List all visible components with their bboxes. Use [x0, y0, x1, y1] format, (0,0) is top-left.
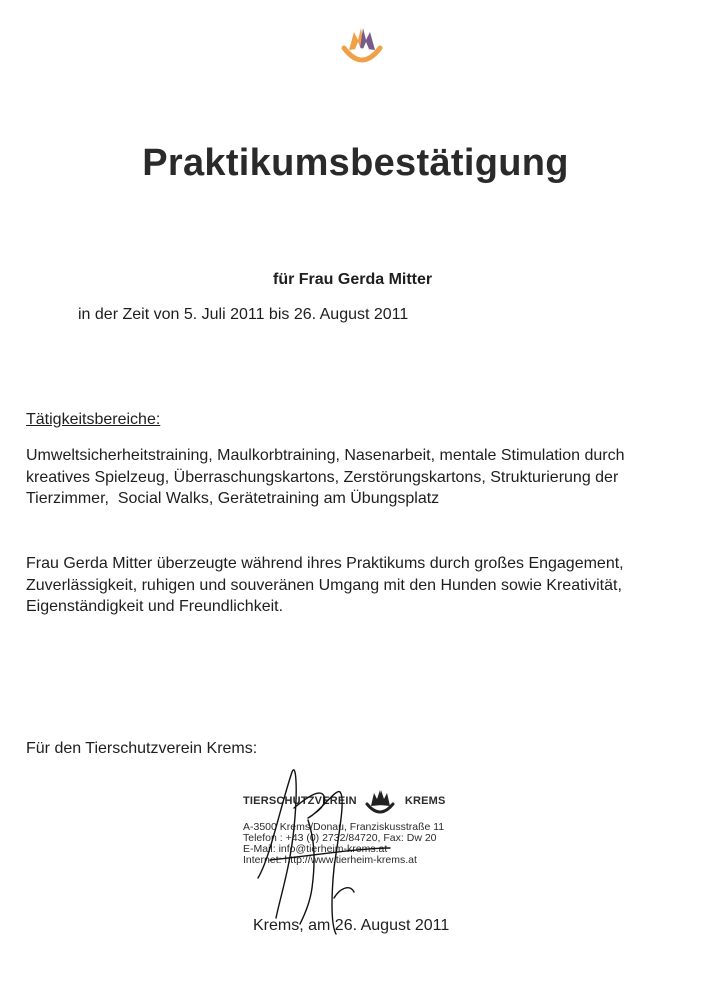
stamp-internet: Internet: http://www.tierheim-krems.at: [243, 854, 417, 866]
tierschutzverein-logo-icon: [336, 18, 388, 66]
assessment-line: Zuverlässigkeit, ruhigen und souveränen Umgang mit den Hunden sowie Kreativität,: [26, 576, 622, 594]
handwritten-signature-icon: [250, 748, 450, 938]
assessment-line: Eigenständigkeit und Freundlichkeit.: [26, 598, 284, 615]
activities-paragraph: [26, 445, 706, 510]
assessment-paragraph: [26, 553, 706, 618]
stamp-address: A-3500 Krems/Donau, Franziskusstraße 11: [243, 821, 445, 833]
period-line: in der Zeit von 5. Juli 2011 bis 26. August 2011: [78, 306, 409, 323]
activities-line: kreatives Spielzeug, Überraschungskartons, Zerstörungskartons, Strukturierung der: [26, 468, 619, 486]
recipient-line: für Frau Gerda Mitter: [273, 271, 433, 288]
stamp-phone: Telefon : +43 (0) 2732/84720, Fax: Dw 20: [243, 832, 437, 844]
activities-line: Umweltsicherheitstraining, Maulkorbtraining, Nasenarbeit, mentale Stimulation durch: [26, 447, 625, 464]
section-heading: Tätigkeitsbereiche:: [26, 411, 161, 428]
assessment-line: Frau Gerda Mitter überzeugte während ihres Praktikums durch großes Engagement,: [26, 555, 624, 572]
signoff-line: Für den Tierschutzverein Krems:: [26, 740, 258, 757]
stamp-org-name: TIERSCHUTZVEREIN: [243, 794, 357, 807]
stamp-org-city: KREMS: [404, 794, 446, 807]
document-title: Praktikumsbestätigung: [142, 142, 569, 184]
activities-line: Tierzimmer, Social Walks, Gerätetraining am Übungsplatz: [26, 490, 440, 507]
stamp-email: E-Mail: info@tierheim-krems.at: [243, 843, 388, 855]
place-date-line: Krems, am 26. August 2011: [253, 917, 450, 934]
